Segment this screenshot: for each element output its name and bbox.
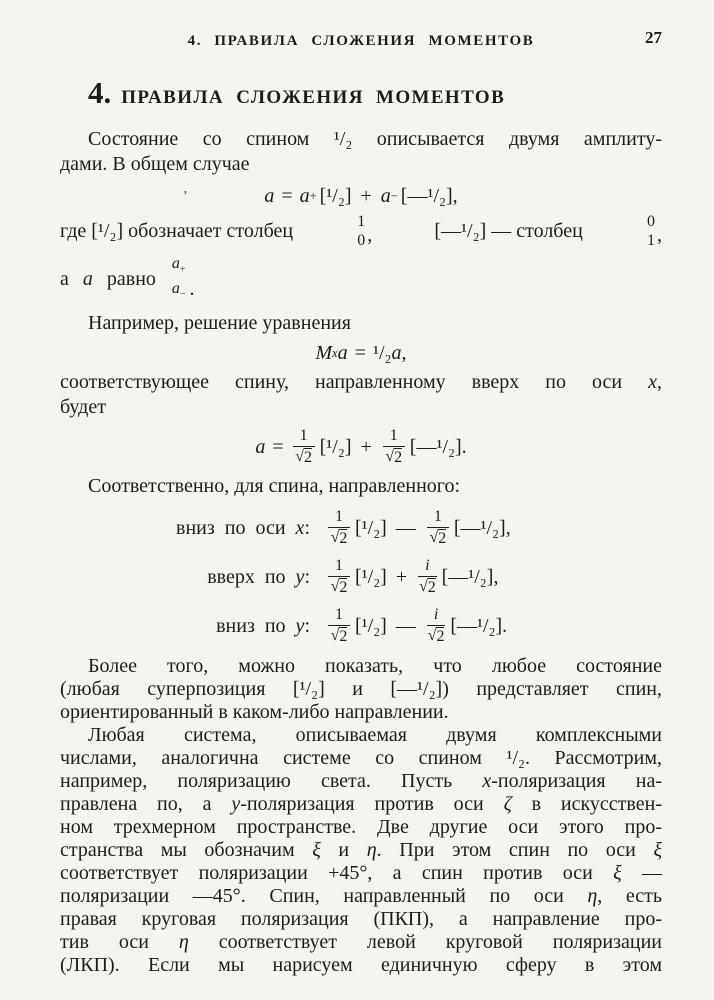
text-line: Любая система, описываемая двумя комплексными: [88, 724, 662, 747]
var-a: a: [391, 342, 402, 365]
equation-formula: [326, 508, 511, 548]
var-a: a: [171, 255, 180, 272]
fraction-numerator: 1: [328, 557, 350, 577]
text-line: (ЛКП). Если мы нарисуем единичную сферу в этом: [60, 954, 662, 977]
equation-mx: [60, 341, 662, 366]
spin-up-bracket: [¹/₂]: [355, 516, 387, 539]
vector-bottom: 1: [646, 232, 655, 249]
text-line: Более того, можно показать, что любое состояние: [88, 655, 662, 678]
equation-label: вниз по оси x:: [176, 516, 310, 539]
fraction-numerator: 1: [328, 606, 350, 626]
fraction-one-over-sqrt2: [328, 557, 350, 597]
radicand: 2: [394, 449, 403, 467]
fraction-one-over-sqrt2: [427, 508, 449, 548]
text-line: правлена по, а y-поляризация против оси ζ в искусствен-: [60, 793, 662, 816]
equation-spin-up-x: [60, 427, 662, 467]
radicand: 2: [436, 628, 445, 646]
a-equals-vector-line: [60, 254, 662, 304]
subscript-plus: +: [179, 264, 186, 276]
fraction-denominator: [331, 626, 348, 646]
text-line: поляризации —45°. Спин, направленный по оси η, есть: [60, 885, 662, 908]
column-definition-line: [60, 212, 662, 250]
radical-sign: √: [429, 529, 439, 547]
running-head-title: 4. ПРАВИЛА СЛОЖЕНИЯ МОМЕНТОВ: [187, 33, 535, 49]
text-line: Состояние со спином ¹/₂ описывается двумя амплиту-: [88, 128, 662, 150]
text-line: странства мы обозначим ξ и η. При этом спин по оси ξ: [60, 839, 663, 862]
spin-down-bracket: [—¹/₂],: [453, 516, 511, 539]
fraction-denominator: [428, 626, 445, 646]
equals-sign: =: [354, 342, 366, 365]
radicand: 2: [438, 530, 447, 548]
vector-top: [172, 254, 186, 279]
var-x: x: [332, 346, 338, 361]
fraction-numerator: i: [418, 557, 436, 577]
comma: ,: [401, 342, 407, 365]
fraction-numerator: 1: [328, 508, 350, 528]
column-vector: [645, 212, 657, 250]
minus-sign: —: [395, 516, 416, 539]
section-heading: [60, 75, 662, 110]
subscript-minus: −: [390, 189, 398, 203]
radical-sign: √: [385, 448, 395, 466]
equation-label: вверх по y:: [207, 565, 310, 588]
radical-sign: √: [295, 448, 305, 466]
var-a: a: [337, 342, 348, 365]
equals-sign: =: [272, 435, 284, 458]
text-line: соответствующее спину, направленному вверх по оси x,: [60, 371, 662, 394]
text-line: числами, аналогична системе со спином ¹/₂. Рассмотрим,: [60, 747, 662, 770]
page-number: 27: [645, 28, 662, 47]
equation-formula: [326, 557, 498, 597]
var-a: a: [264, 185, 275, 207]
comma: ,: [367, 224, 373, 246]
equation-spin-up-y: [80, 557, 662, 597]
scan-artifact: ’: [183, 189, 188, 204]
text-line: Например, решение уравнения: [88, 312, 351, 335]
radical-sign: √: [330, 627, 340, 645]
text-line: например, поляризацию света. Пусть x-поляризация на-: [60, 770, 663, 793]
var-a: a: [255, 435, 266, 458]
spin-up-bracket: [¹/₂]: [319, 435, 352, 458]
text-line: правая круговая поляризация (ПКП), а направление про-: [60, 908, 662, 931]
var-a: a: [82, 267, 93, 290]
paragraph-corresponding: [60, 370, 662, 420]
paragraph-any-system: [60, 724, 662, 977]
fraction-one-over-sqrt2: [328, 606, 350, 646]
radical-sign: √: [330, 578, 340, 596]
fraction-numerator: 1: [427, 508, 449, 528]
paragraph-intro: [60, 127, 662, 177]
subscript-plus: +: [309, 189, 317, 203]
text-line: дами. В общем случае: [60, 153, 250, 175]
one-half: ¹/₂: [372, 342, 392, 365]
subscript-minus: −: [179, 289, 186, 301]
radicand: 2: [339, 628, 348, 646]
vector-bottom: [172, 279, 186, 304]
column-vector: [355, 212, 367, 250]
paragraph-example: [60, 311, 662, 336]
column-vector-1-0: [355, 212, 372, 250]
running-head: [60, 0, 662, 54]
amplitude-vector: [170, 254, 195, 304]
equation-label: вниз по y:: [216, 614, 310, 637]
fraction-denominator: [429, 528, 446, 548]
plus-sign: +: [360, 435, 372, 458]
text-line: Соответственно, для спина, направленного:: [88, 475, 461, 498]
fraction-denominator: [385, 447, 402, 467]
fraction-i-over-sqrt2: [418, 557, 436, 597]
equation-general-amplitude: [60, 184, 662, 209]
spin-down-bracket: [—¹/₂],: [400, 185, 458, 207]
text-line: ном трехмерном пространстве. Две другие оси этого про-: [60, 816, 662, 839]
minus-sign: —: [395, 614, 416, 637]
radical-sign: √: [330, 529, 340, 547]
equation-spin-down-y: [80, 606, 662, 646]
fraction-denominator: [331, 577, 348, 597]
text-line: (любая суперпозиция [¹/₂] и [—¹/₂]) представляет спин,: [60, 678, 662, 701]
var-a: a: [171, 280, 180, 298]
paragraph-accordingly: [60, 474, 662, 499]
text-segment: где [¹/₂] обозначает столбец: [60, 219, 294, 242]
fraction-numerator: 1: [383, 427, 405, 447]
column-vector: [170, 254, 188, 304]
spin-down-bracket: [—¹/₂],: [441, 565, 499, 588]
spin-up-bracket: [¹/₂]: [355, 565, 387, 588]
text-line: тив оси η соответствует левой круговой поляризации: [60, 931, 663, 954]
fraction-denominator: [419, 577, 436, 597]
period: .: [189, 278, 195, 301]
plus-sign: +: [395, 565, 408, 588]
radicand: 2: [339, 579, 348, 597]
equation-spin-down-x: [80, 508, 662, 548]
vector-top: 1: [357, 213, 366, 230]
spin-down-bracket: [—¹/₂].: [409, 435, 467, 458]
text-line: соответствует поляризации +45°, а спин против оси ξ —: [60, 862, 663, 885]
text-segment: [—¹/₂] — столбец: [434, 219, 583, 242]
text-segment: а: [60, 267, 69, 290]
fraction-denominator: [295, 447, 312, 467]
paragraph-moreover: [60, 655, 662, 724]
plus-sign: +: [360, 185, 372, 207]
radicand: 2: [427, 579, 436, 597]
equals-sign: =: [281, 185, 293, 207]
equation-formula: [326, 606, 507, 646]
radical-sign: √: [418, 578, 428, 596]
spin-down-bracket: [—¹/₂].: [450, 614, 508, 637]
section-title: ПРАВИЛА СЛОЖЕНИЯ МОМЕНТОВ: [121, 87, 506, 108]
text-line: ориентированный в каком-либо направлении.: [60, 701, 449, 724]
var-a-minus: a: [380, 185, 391, 207]
directional-equations: [80, 508, 662, 646]
radicand: 2: [339, 530, 348, 548]
section-number: 4.: [88, 75, 112, 110]
radicand: 2: [304, 449, 313, 467]
fraction-one-over-sqrt2: [383, 427, 405, 467]
var-a-plus: a: [299, 185, 310, 207]
fraction-denominator: [331, 528, 348, 548]
spin-up-bracket: [¹/₂]: [319, 185, 352, 207]
fraction-i-over-sqrt2: [427, 606, 445, 646]
comma: ,: [656, 224, 662, 246]
vector-top: 0: [646, 213, 655, 230]
fraction-numerator: 1: [293, 427, 315, 447]
column-vector-0-1: [645, 212, 662, 250]
vector-bottom: 0: [357, 232, 366, 249]
fraction-numerator: i: [427, 606, 445, 626]
spin-up-bracket: [¹/₂]: [355, 614, 387, 637]
fraction-one-over-sqrt2: [293, 427, 315, 467]
radical-sign: √: [427, 627, 437, 645]
text-segment: равно: [106, 267, 156, 290]
fraction-one-over-sqrt2: [328, 508, 350, 548]
var-M: M: [315, 342, 333, 365]
text-line: будет: [60, 396, 106, 419]
